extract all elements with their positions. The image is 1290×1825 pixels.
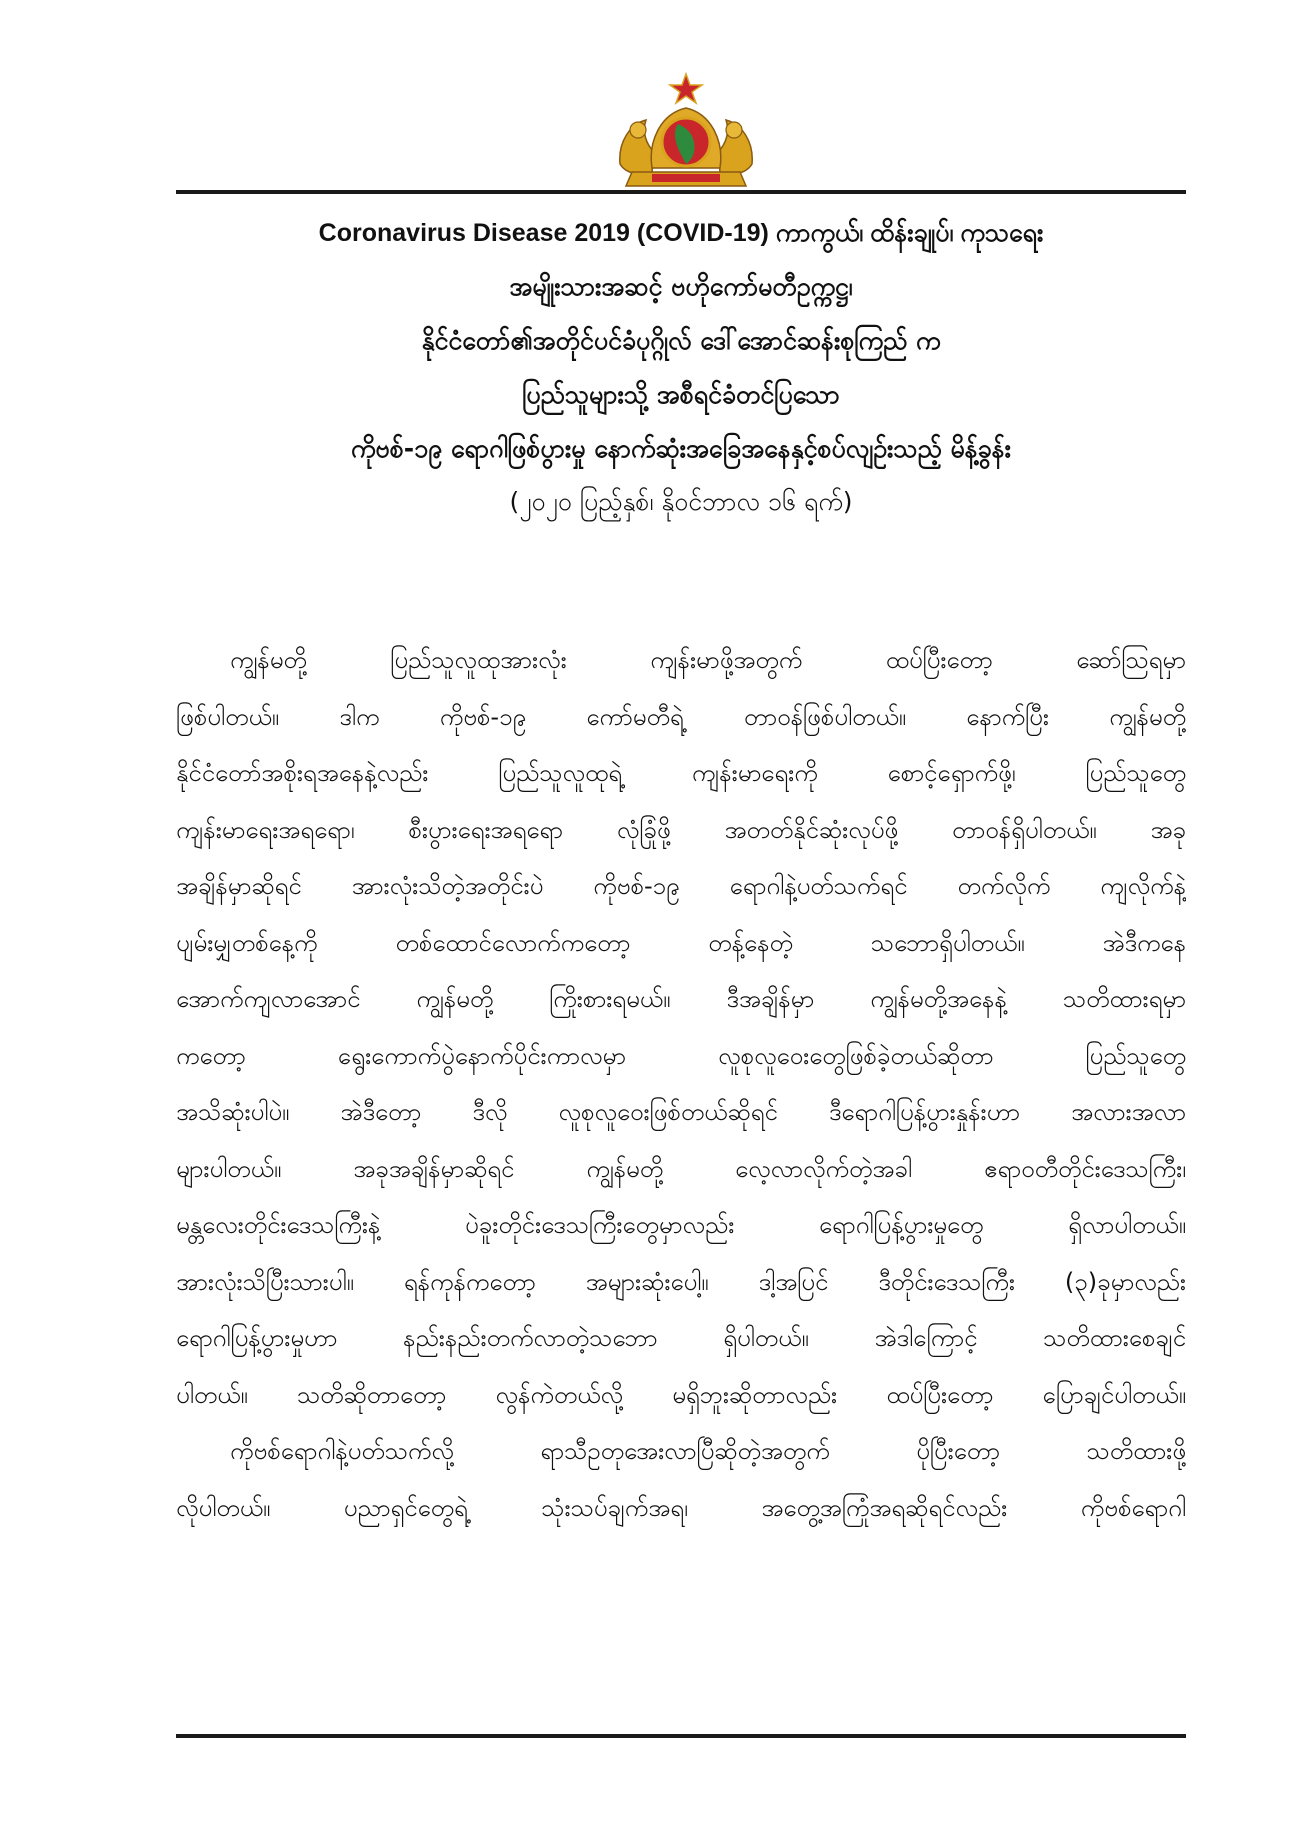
paragraph-line: မန္တလေးတိုင်းဒေသကြီးနဲ့ ပဲခူးတိုင်းဒေသကြီးတွေမှာလည်း ရောဂါပြန့်ပွားမှုတွေ ရှိလာပါတယ်။ xyxy=(176,1211,1186,1239)
footer-rule xyxy=(176,1734,1186,1738)
paragraph-line: အားလုံးသိပြီးသားပါ။ ရန်ကုန်ကတော့ အများဆုံးပေါ့။ ဒါ့အပြင် ဒီတိုင်းဒေသကြီး (၃)ခုမှာလည်း xyxy=(176,1267,1186,1296)
paragraph-line: ရောဂါပြန့်ပွားမှုဟာ နည်းနည်းတက်လာတဲ့သဘော ရှိပါတယ်။ အဲဒါကြောင့် သတိထားစေချင် xyxy=(176,1324,1186,1352)
paragraph-line: နိုင်ငံတော်အစိုးရအနေနဲ့လည်း ပြည်သူလူထုရဲ့ ကျန်းမာရေးကို စောင့်ရှောက်ဖို့၊ ပြည်သူတွေ xyxy=(176,759,1186,787)
paragraph-line: ကျန်းမာရေးအရရော၊ စီးပွားရေးအရရော လုံခြုံဖို့ အတတ်နိုင်ဆုံးလုပ်ဖို့ တာဝန်ရှိပါတယ်။ အခု xyxy=(176,815,1186,844)
myanmar-state-seal-icon xyxy=(612,72,760,190)
speech-heading xyxy=(176,206,1186,528)
header-rule xyxy=(176,190,1186,194)
paragraph-line: ကတော့ ရွေးကောက်ပွဲနောက်ပိုင်းကာလမှာ လူစုလူဝေးတွေဖြစ်ခဲ့တယ်ဆိုတာ ပြည်သူတွေ xyxy=(176,1041,1186,1070)
paragraph-line: ပါတယ်။ သတိဆိုတာတော့ လွန်ကဲတယ်လို့ မရှိဘူးဆိုတာလည်း ထပ်ပြီးတော့ ပြောချင်ပါတယ်။ xyxy=(176,1380,1186,1409)
paragraph-line: လိုပါတယ်။ ပညာရှင်တွေရဲ့ သုံးသပ်ချက်အရ၊ အတွေ့အကြုံအရဆိုရင်လည်း ကိုဗစ်ရောဂါ xyxy=(176,1493,1186,1522)
title-line-3: နိုင်ငံတော်၏အတိုင်ပင်ခံပုဂ္ဂိုလ် ဒေါ်အောင်ဆန်းစုကြည် က xyxy=(421,326,941,355)
title-line-1: Coronavirus Disease 2019 (COVID-19) ကာကွယ်၊ ထိန်းချုပ်၊ ကုသရေး xyxy=(318,219,1044,247)
paragraph-1 xyxy=(176,632,1186,1423)
speech-date: (၂၀၂၀ ပြည့်နှစ်၊ နိုဝင်ဘာလ ၁၆ ရက်) xyxy=(509,487,853,516)
paragraph-line: အောက်ကျလာအောင် ကျွန်မတို့ ကြိုးစားရမယ်။ ဒီအချိန်မှာ ကျွန်မတို့အနေနဲ့ သတိထားရမှာ xyxy=(176,985,1186,1013)
speech-body xyxy=(176,632,1186,1536)
paragraph-line: ဖြစ်ပါတယ်။ ဒါက ကိုဗစ်-၁၉ ကော်မတီရဲ့ တာဝန်ဖြစ်ပါတယ်။ နောက်ပြီး ကျွန်မတို့ xyxy=(176,702,1186,731)
paragraph-2 xyxy=(176,1423,1186,1536)
paragraph-line: အချိန်မှာဆိုရင် အားလုံးသိတဲ့အတိုင်းပဲ ကိုဗစ်-၁၉ ရောဂါနဲ့ပတ်သက်ရင် တက်လိုက် ကျလိုက်နဲ့ xyxy=(176,872,1186,900)
paragraph-line: ကိုဗစ်ရောဂါနဲ့ပတ်သက်လို့ ရာသီဥတုအေးလာပြီဆိုတဲ့အတွက် ပိုပြီးတော့ သတိထားဖို့ xyxy=(230,1437,1186,1465)
paragraph-line: များပါတယ်။ အခုအချိန်မှာဆိုရင် ကျွန်မတို့ လေ့လာလိုက်တဲ့အခါ ဧရာဝတီတိုင်းဒေသကြီး၊ xyxy=(176,1154,1186,1183)
title-line-4: ပြည်သူများသို့ အစီရင်ခံတင်ပြသော xyxy=(522,380,840,409)
paragraph-line: အသိဆုံးပါပဲ။ အဲဒီတော့ ဒီလို လူစုလူဝေးဖြစ်တယ်ဆိုရင် ဒီရောဂါပြန့်ပွားနှုန်းဟာ အလားအလာ xyxy=(176,1098,1186,1126)
paragraph-line: ကျွန်မတို့ ပြည်သူလူထုအားလုံး ကျန်းမာဖို့အတွက် ထပ်ပြီးတော့ ဆော်သြရမှာ xyxy=(230,646,1186,674)
paragraph-line: ပျမ်းမျှတစ်နေ့ကို တစ်ထောင်လောက်ကတော့ တန့်နေတဲ့ သဘောရှိပါတယ်။ အဲဒီကနေ xyxy=(176,928,1186,957)
title-line-2: အမျိုးသားအဆင့် ဗဟိုကော်မတီဥက္ကဋ္ဌ၊ xyxy=(509,272,853,301)
title-line-5: ကိုဗစ်-၁၉ ရောဂါဖြစ်ပွားမှု နောက်ဆုံးအခြေအနေနှင့်စပ်လျဉ်းသည့် မိန့်ခွန်း xyxy=(350,434,1012,463)
